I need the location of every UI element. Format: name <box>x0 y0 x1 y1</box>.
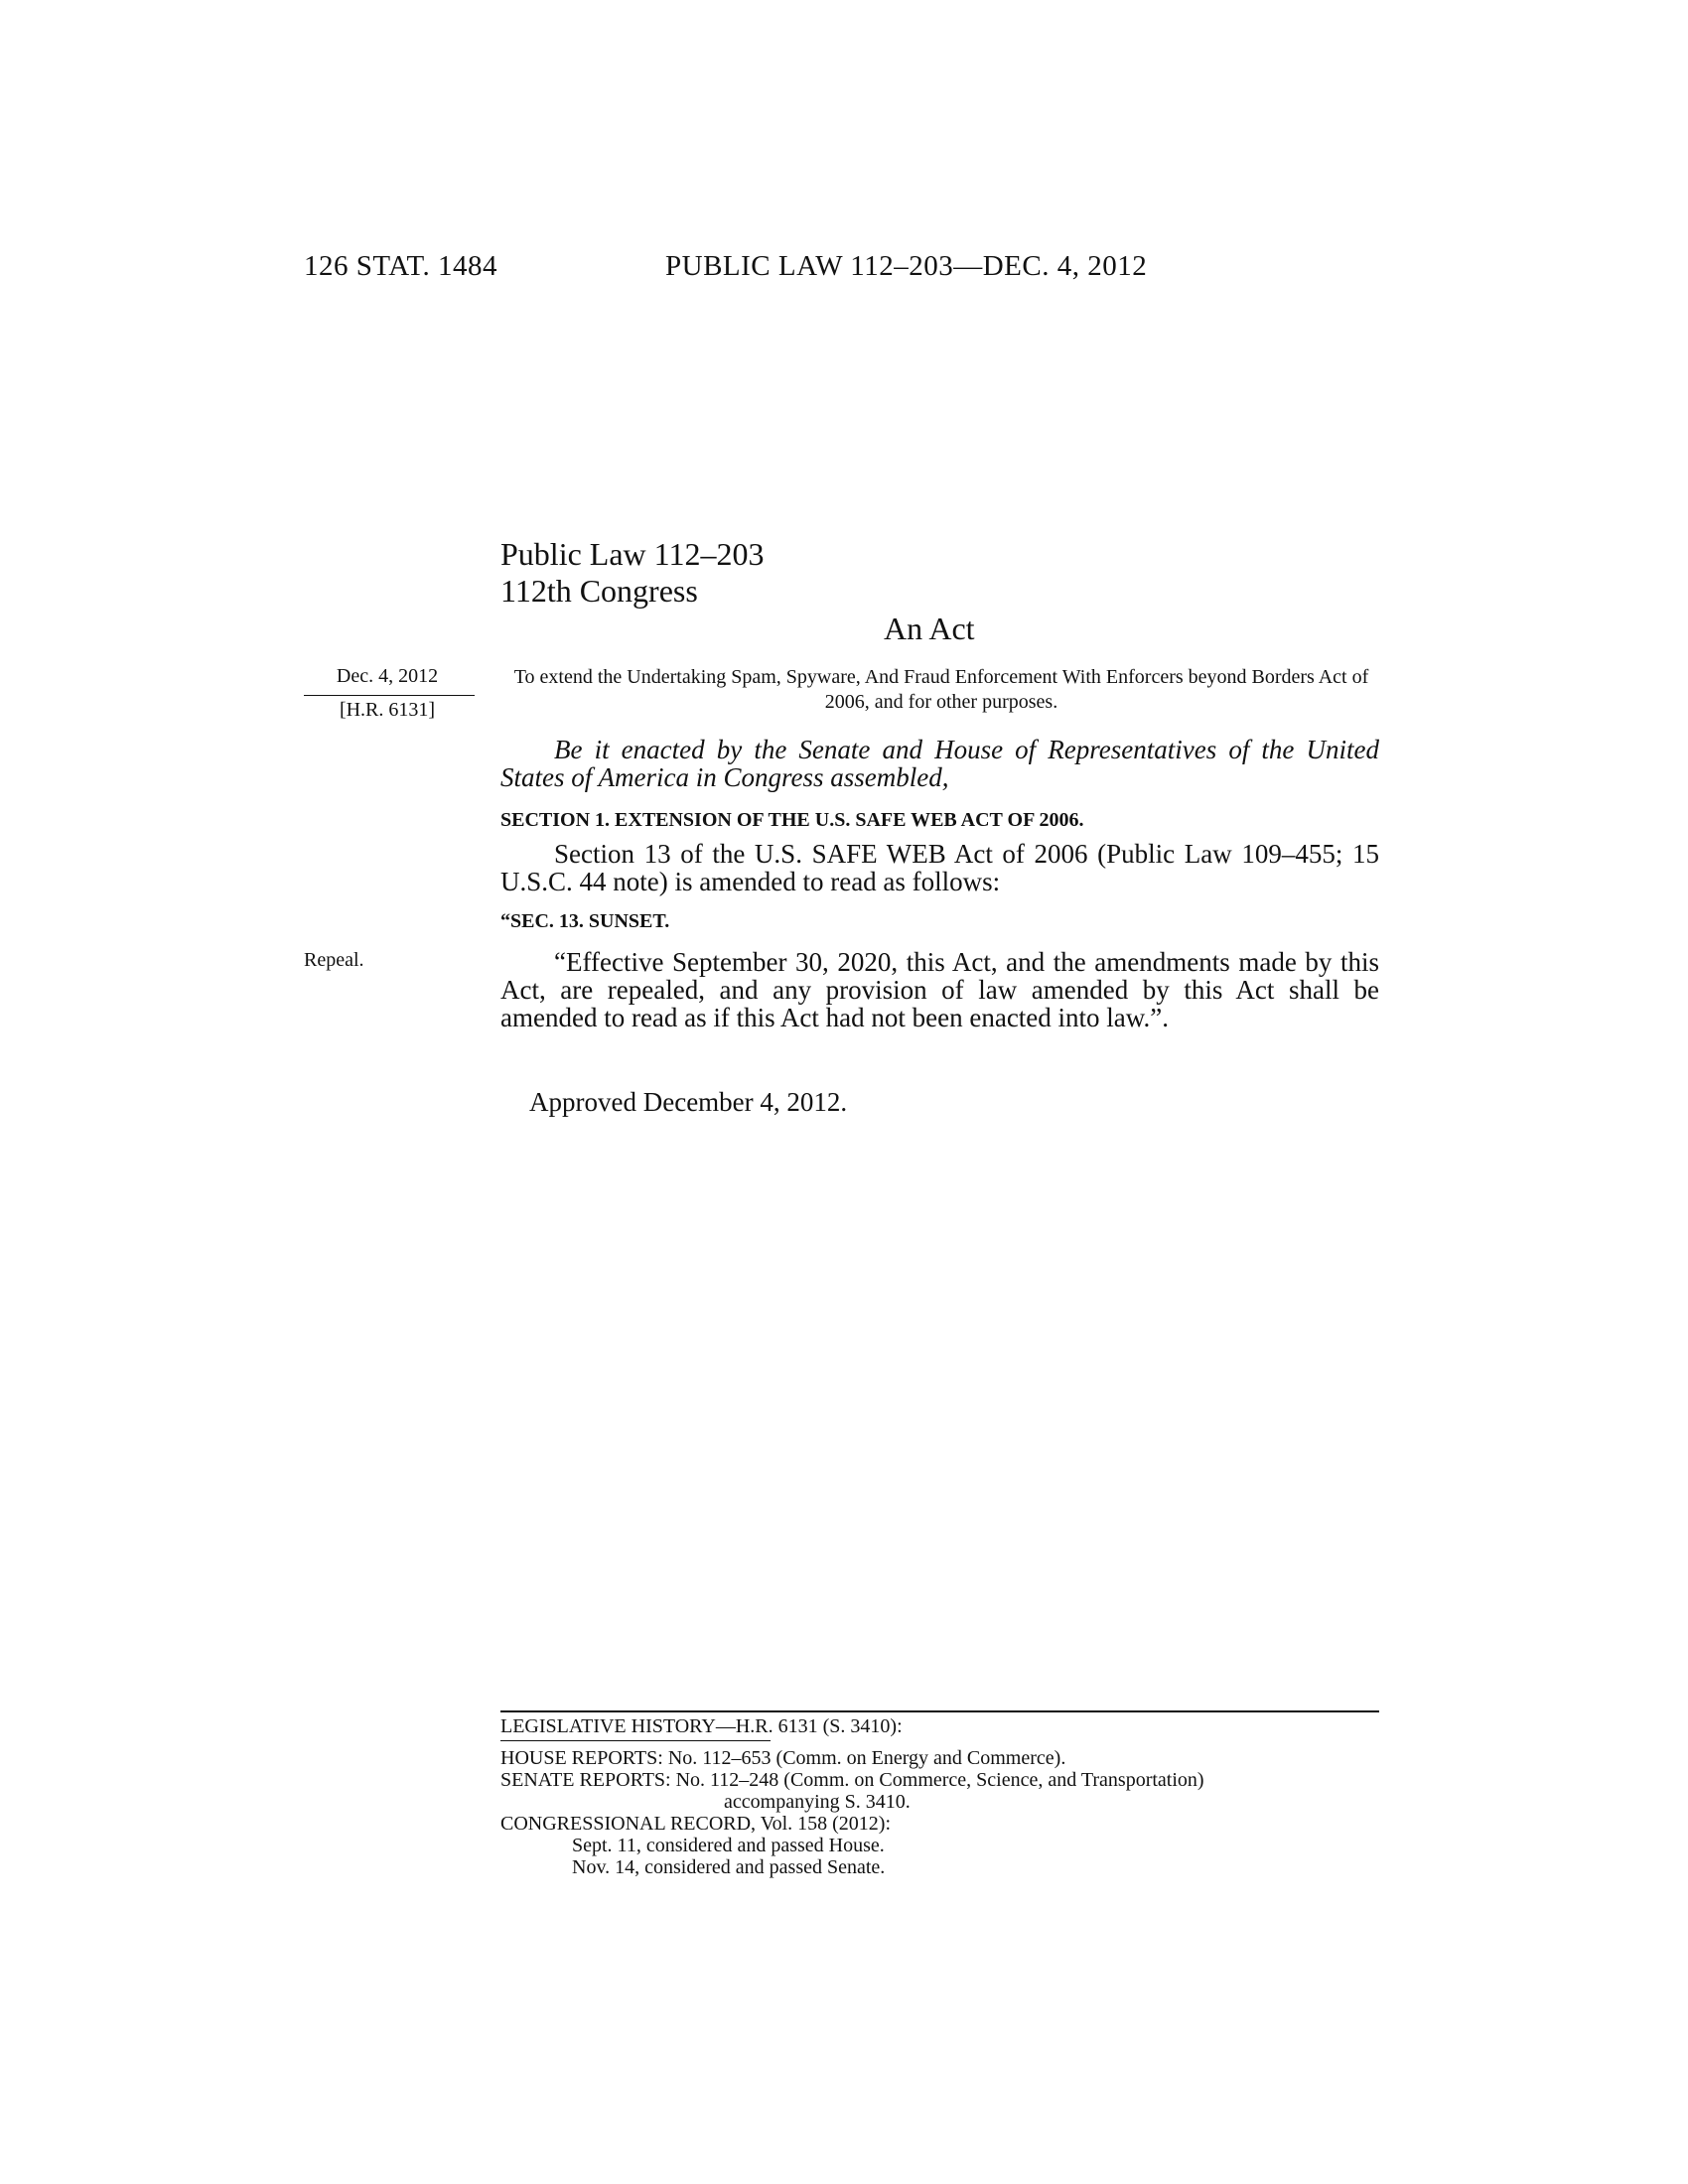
margin-bill-number: [H.R. 6131] <box>339 699 436 721</box>
legislative-history-list <box>500 1747 1394 1878</box>
section-1-heading: SECTION 1. EXTENSION OF THE U.S. SAFE WEB ACT OF 2006. <box>500 809 1084 831</box>
house-reports: HOUSE REPORTS: No. 112–653 (Comm. on Energy and Commerce). <box>500 1747 1066 1769</box>
congressional-record: CONGRESSIONAL RECORD, Vol. 158 (2012): <box>500 1813 891 1835</box>
running-title: PUBLIC LAW 112–203—DEC. 4, 2012 <box>665 250 1148 282</box>
legislative-history-underline <box>500 1740 771 1741</box>
section-1-text: Section 13 of the U.S. SAFE WEB Act of 2006 (Public Law 109–455; 15 U.S.C. 44 note) is amended to read as follows: <box>500 839 1379 896</box>
sec-13-heading: “SEC. 13. SUNSET. <box>500 910 670 932</box>
margin-repeal-note: Repeal. <box>304 949 364 971</box>
margin-date: Dec. 4, 2012 <box>336 665 439 687</box>
senate-reports-continued: accompanying S. 3410. <box>724 1791 911 1813</box>
footer-divider <box>500 1710 1379 1712</box>
page-number: 126 STAT. 1484 <box>304 250 498 282</box>
law-number: Public Law 112–203 <box>500 536 765 572</box>
senate-reports: SENATE REPORTS: No. 112–248 (Comm. on Commerce, Science, and Transportation) <box>500 1769 1204 1791</box>
legislative-history-title: LEGISLATIVE HISTORY—H.R. 6131 (S. 3410): <box>500 1715 903 1737</box>
margin-divider <box>304 695 475 696</box>
record-entry: Nov. 14, considered and passed Senate. <box>572 1856 886 1878</box>
record-entry: Sept. 11, considered and passed House. <box>572 1835 885 1856</box>
congress: 112th Congress <box>500 573 698 609</box>
enacting-clause: Be it enacted by the Senate and House of Representatives of the United States of America in Congress assembled, <box>500 735 1379 792</box>
sec-13-text: “Effective September 30, 2020, this Act, and the amendments made by this Act, are repealed, and any provision of law amended by this Act shall be amended to read as if this Act had not been enacted into law.”. <box>500 947 1379 1032</box>
act-heading: An Act <box>884 611 975 646</box>
act-purpose: To extend the Undertaking Spam, Spyware, And Fraud Enforcement With Enforcers beyond Borders Act of 2006, and for other purposes. <box>513 666 1369 713</box>
approval-line: Approved December 4, 2012. <box>529 1087 848 1117</box>
